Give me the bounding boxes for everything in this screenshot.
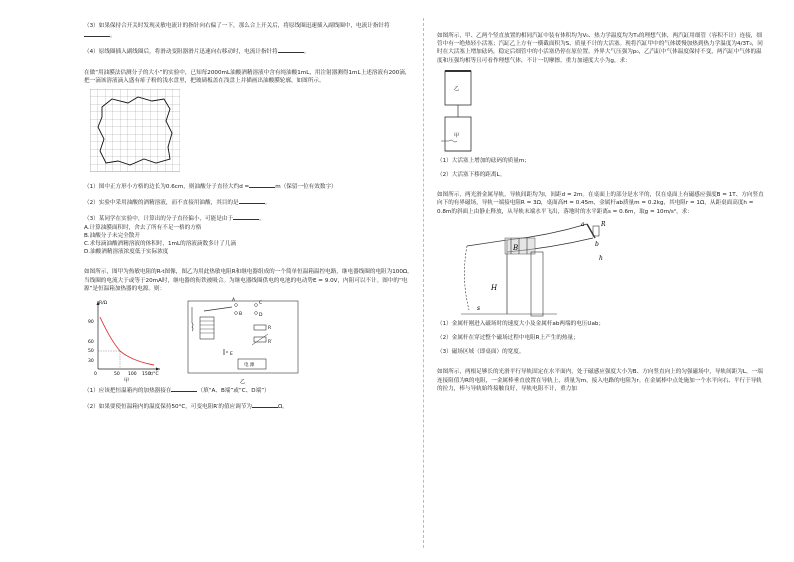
answer-blank[interactable]	[249, 181, 275, 188]
q2-sub2: （2）实验中采用油酸的酒精溶液，而不直接用油酸，其目的是 。	[84, 197, 414, 207]
terminal-label: A	[232, 298, 236, 304]
y-tick: 50	[88, 349, 94, 355]
x-tick: 50	[114, 372, 120, 378]
power-supply-label: 电 源	[244, 363, 255, 369]
q4-figure-area	[437, 65, 767, 157]
y-tick: 30	[88, 359, 94, 365]
q1-part3: （3）如果保持合开关时发现灵敏电流计的指针向右偏了一下，那么合上开关后，将原线圈迅速插入副线圈中，电流计指针将。	[84, 23, 390, 40]
answer-blank[interactable]	[84, 30, 110, 37]
answer-blank[interactable]	[278, 46, 304, 53]
label-B: B	[513, 243, 519, 252]
label-R: R	[601, 220, 606, 228]
y-tick: 60	[88, 340, 94, 346]
q4-sub1: （1）大活塞上增加的砝码的质量m；	[437, 157, 530, 164]
label-H: H	[491, 283, 498, 292]
option-a: A.计算油膜面积时，舍去了所有不足一格的方格	[84, 224, 202, 231]
option-c: C.求每滴油酸酒精溶液的体积时，1mL的溶液滴数多计了几滴	[84, 241, 237, 248]
circuit-caption: 乙	[240, 379, 246, 386]
cylinder-figure	[439, 67, 489, 155]
oil-film-grid-figure	[90, 89, 180, 175]
y-tick: 90	[88, 320, 94, 326]
q4-sub2: （2）大活塞下移的距离L。	[437, 172, 506, 179]
answer-blank[interactable]	[171, 385, 197, 392]
label-s: s	[477, 304, 481, 312]
cylinder-label: 甲	[454, 132, 460, 139]
q6-intro: 如图所示，两根足够长的光滑平行导轨固定在水平面内，处于磁感应强度大小为B、方向竖直向上的匀强磁场中，导轨间距为L，一端连接阻值为R的电阻，一金属棒垂直放置在导轨上，质量为m，接入电路的电阻为r。在金属棒中点处施加一个水平向右、平行于导轨的拉力，棒与导轨始终接触良好，导轨电阻不计，重力加	[437, 369, 763, 392]
q3-figures	[84, 293, 414, 385]
q5-sub2: （2）金属杆在穿过整个磁场过程中电阻R上产生的热量；	[437, 335, 579, 342]
left-column	[84, 22, 414, 411]
q2-intro: 在做“用油膜法估测分子的大小”的实验中，已知每2000mL油酸酒精溶液中含有纯油酸1mL，用注射器测得1mL上述溶液有200滴，把一滴该溶液滴入盛有痱子粉的浅水盘里，把玻璃板盖在浅盘上并描画出油酸膜轮廓，如图所示。	[84, 69, 411, 84]
column-divider	[423, 18, 424, 548]
q5-sub3: （3）磁场区域（即桌面）的宽度。	[437, 349, 525, 356]
x-tick: 0	[94, 372, 97, 378]
resistor-label: R	[268, 326, 272, 332]
q5-sub1: （1）金属杆刚进入磁场时的速度大小及金属杆ab两端的电压Uab；	[437, 320, 605, 327]
oil-film-figure-area	[84, 85, 414, 181]
graph-xlabel: t/°C	[150, 372, 159, 378]
battery-label: E	[230, 352, 233, 358]
right-column	[437, 32, 767, 393]
variable-resistor-label: R′	[268, 340, 273, 346]
terminal-label: C	[259, 301, 263, 307]
graph-ylabel: R/Ω	[99, 301, 108, 307]
q2-sub1: （1）图中正方形小方格的边长为0.6cm，则油酸分子直径大约d = m（保留一位有效数字）	[84, 181, 414, 191]
terminal-label: D	[259, 313, 263, 319]
label-a: a	[581, 220, 585, 228]
q5-figure-area	[437, 216, 767, 320]
q3-intro: 如图所示，图甲为热敏电阻的R-t图像，图乙为用此热敏电阻R和继电器组成的一个简单恒温箱温控电路，继电器线圈的电阻为100Ω。当线圈的电流大于或等于20mA时，继电器的衔铁被吸合。为继电器线圈供电的电池的电动势E = 9.0V，内阻可以不计。图中的“电源”是恒温箱加热器的电源。则：	[84, 269, 413, 292]
answer-blank[interactable]	[252, 401, 278, 408]
graph-caption: 甲	[124, 378, 130, 384]
answer-blank[interactable]	[239, 197, 265, 204]
label-b: b	[595, 240, 599, 248]
thermistor-graph	[84, 295, 164, 383]
relay-circuit-diagram	[180, 293, 310, 385]
x-tick: 100	[128, 372, 137, 378]
q1-part4: （4）原线圈插入副线圈后，将滑动变阻器滑片迅速向右移动时，电流计指针将 。	[84, 46, 414, 56]
option-b: B.油酸分子未完全散开	[84, 232, 140, 239]
q5-intro: 如图所示，两光滑金属导轨，导轨间距均为l，间距d = 2m。在桌面上的部分是水平的，仅在桌面上有磁感应强度B = 1T、方向竖直向下的有界磁场，导轨一端接电阻R = 3Ω，桌面高H = 0.45m，金属杆ab质量m = 0.2kg，其电阻r = 1Ω，从距桌面高度h = 0.8m的斜面上由静止释放，从导轨末端水平飞出，落地时的水平距离s = 0.6m，取g = 10m/s²，求：	[437, 192, 764, 215]
q3-sub2: （2）如果要使恒温箱内的温度保持50°C，可变电阻R′的值应调节为 Ω。	[84, 401, 414, 411]
q4-intro: 如图所示，甲、乙两个竖直放置的相同汽缸中装有体积均为V₀、热力学温度均为T₀的理想气体，两汽缸用细管（容积不计）连接，细管中有一绝热轻小活塞；汽缸乙上方有一横截面积为S、质量不计的大活塞。现将汽缸甲中的气体缓慢加热到热力学温度为4/3T₀，同时在大活塞上增加砝码，稳定后细管中的小活塞仍停在原位置。外界大气压强为p₀，乙汽缸中气体温度保持不变，两汽缸中气体的温度和压强均相等且可看作理想气体，不计一切摩擦，重力加速度大小为g，求：	[437, 33, 763, 64]
option-d: D.油酸酒精溶液浓度低于实际浓度	[84, 249, 169, 256]
x-tick: 150	[142, 372, 151, 378]
rail-figure	[447, 218, 627, 320]
label-h: h	[599, 254, 603, 262]
q3-sub1: （1）应该把恒温箱内的加热器接在 （填“A、B端”或“C、D端”）	[84, 385, 414, 395]
cylinder-label: 乙	[454, 85, 460, 92]
answer-blank[interactable]	[233, 213, 259, 220]
q2-sub3: （3）某同学在实验中，计算出的分子直径偏小，可能是由于 。	[84, 213, 414, 223]
terminal-label: B	[239, 312, 243, 318]
